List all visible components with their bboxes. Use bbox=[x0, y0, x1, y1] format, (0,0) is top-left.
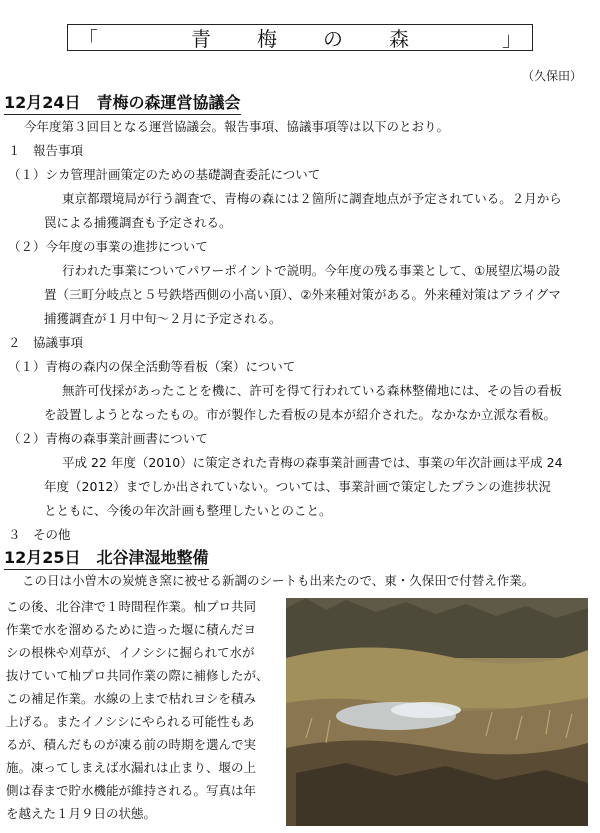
wetland-photo bbox=[286, 598, 588, 826]
list-heading: １ 報告事項 bbox=[8, 143, 84, 158]
list-heading: ２ 協議事項 bbox=[8, 335, 84, 350]
paragraph-line: 罠による捕獲調査も予定される。 bbox=[44, 215, 232, 230]
paragraph-line: 作業で水を溜めるために造った堰に積んだヨ bbox=[6, 622, 257, 637]
paragraph-line: 東京都環境局が行う調査で、青梅の森には２箇所に調査地点が予定されている。２月から bbox=[62, 191, 562, 206]
list-item: （２）青梅の森事業計画書について bbox=[8, 431, 208, 446]
paragraph-line: 側は春まで貯水機能が維持される。写真は年 bbox=[6, 783, 257, 798]
title-close-bracket: 」 bbox=[502, 27, 522, 51]
list-item: （２）今年度の事業の進捗について bbox=[8, 239, 208, 254]
author: （久保田） bbox=[521, 69, 582, 83]
paragraph-line: この補足作業。水線の上まで枯れヨシを積み bbox=[6, 691, 257, 706]
paragraph-line: とともに、今後の年次計画も整理したいとのこと。 bbox=[44, 503, 332, 518]
wetland-photo-illustration bbox=[286, 598, 588, 826]
list-item: （１）シカ管理計画策定のための基礎調査委託について bbox=[8, 167, 321, 182]
paragraph-line: 施。凍ってしまえば水漏れは止まり、堰の上 bbox=[6, 760, 257, 775]
paragraph-line: 行われた事業についてパワーポイントで説明。今年度の残る事業として、①展望広場の設 bbox=[62, 263, 561, 278]
list-heading: ３ その他 bbox=[8, 527, 71, 542]
section-heading-dec24: 12月24日 青梅の森運営協議会 bbox=[4, 90, 241, 115]
section-heading-dec25: 12月25日 北谷津湿地整備 bbox=[4, 545, 209, 570]
title-box bbox=[67, 24, 533, 51]
paragraph-line: を越えた１月９日の状態。 bbox=[6, 806, 157, 821]
paragraph-line: この後、北谷津で１時間程作業。杣プロ共同 bbox=[6, 599, 257, 614]
paragraph-line: この日は小曽木の炭焼き窯に被せる新調のシートも出来たので、東・久保田で付替え作業。 bbox=[22, 573, 535, 588]
paragraph-line: 無許可伐採があったことを機に、許可を得て行われている森林整備地には、その旨の看板 bbox=[62, 383, 562, 398]
paragraph-line: シの根株や刈草が、イノシシに掘られて水が bbox=[6, 645, 255, 660]
paragraph-line: 捕獲調査が１月中旬～２月に予定される。 bbox=[44, 311, 282, 326]
paragraph-line: るが、積んだものが凍る前の時期を選んで実 bbox=[6, 737, 257, 752]
paragraph-line: 抜けていて杣プロ共同作業の際に補修したが、 bbox=[6, 668, 269, 683]
paragraph-line: 上げる。またイノシシにやられる可能性もあ bbox=[6, 714, 255, 729]
title-open-bracket: 「 bbox=[78, 27, 98, 51]
paragraph-line: 今年度第３回目となる運営協議会。報告事項、協議事項等は以下のとおり。 bbox=[24, 119, 450, 134]
paragraph-line: 平成 22 年度（2010）に策定された青梅の森事業計画書では、事業の年次計画は平成 24 bbox=[62, 455, 563, 470]
list-item: （１）青梅の森内の保全活動等看板（案）について bbox=[8, 359, 296, 374]
page-title: 青梅の森 bbox=[191, 27, 455, 51]
paragraph-line: 年度（2012）までしか出されていない。ついては、事業計画で策定したプランの進捗状況 bbox=[44, 479, 551, 494]
paragraph-line: 置（三町分岐点と５号鉄塔西側の小高い頂）、②外来種対策がある。外来種対策はアライグマ bbox=[44, 287, 561, 302]
paragraph-line: を設置しようとなったもの。市が製作した看板の見本が紹介された。なかなか立派な看板。 bbox=[44, 407, 557, 422]
